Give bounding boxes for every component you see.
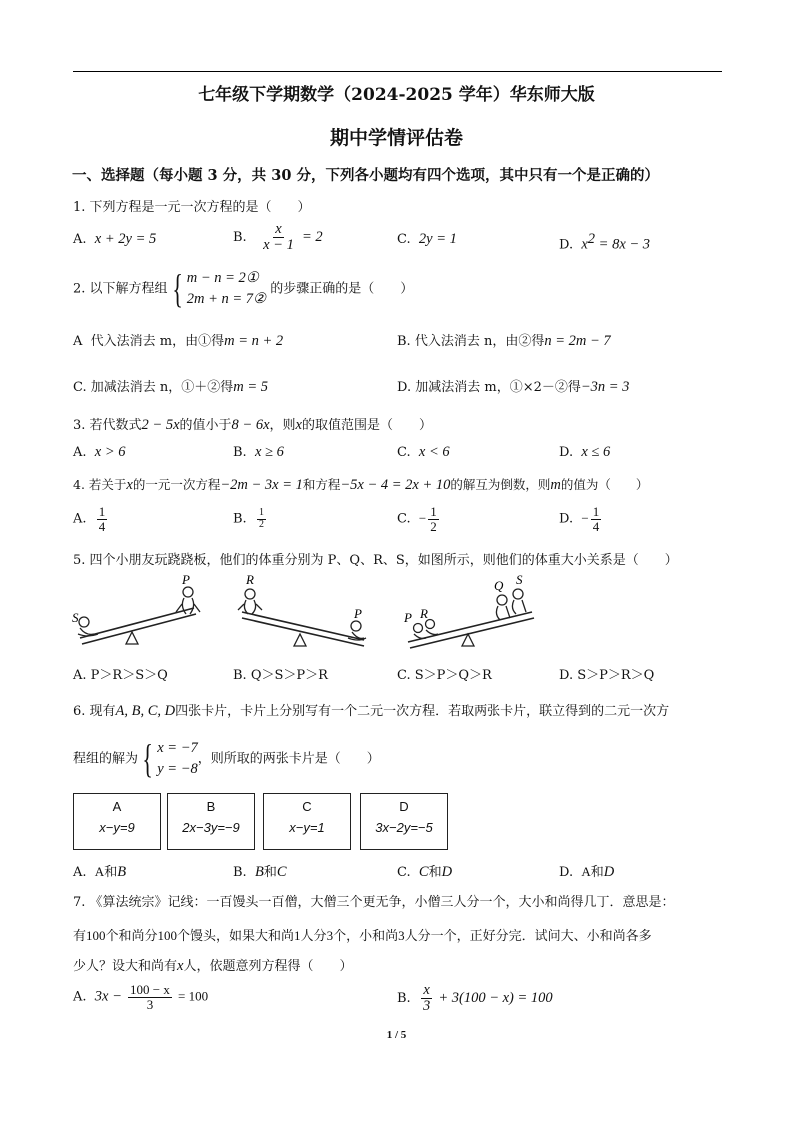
q5-option-b: B. Q＞S＞P＞R — [233, 668, 328, 683]
fig1-label-s: S — [72, 610, 79, 625]
card-c — [263, 793, 351, 850]
fig3-label-p: P — [404, 610, 412, 625]
card-c-title: C — [302, 799, 312, 814]
q2-option-c: C. 加减法消去 n，①＋②得m = 5 — [73, 379, 269, 395]
q3-option-a: A. x > 6 — [73, 444, 126, 460]
q7-line1: 7. 《算法统宗》记线：一百馒头一百僧，大僧三个更无争，小僧三人分一个，大小和尚得几丁．意思是： — [73, 895, 675, 910]
card-d — [360, 793, 448, 850]
q6-line1: 6. 现有A, B, C, D四张卡片，卡片上分别写有一个二元一次方程．若取两张卡片，联立得到的二元一次方 — [73, 703, 670, 719]
q6-option-d: D. A和D — [559, 864, 615, 880]
q4-option-a: A. $\frac{1}{4}$ — [73, 504, 106, 534]
q3-stem: 3. 若代数式2 − 5x的值小于8 − 6x，则x的取值范围是（ ） — [73, 417, 432, 433]
q7-line3: 少人？设大和尚有x人，依题意列方程得（ ） — [73, 958, 353, 974]
q1-option-b: B. $\frac{x}{x - 1}$ = 2 — [233, 221, 323, 254]
fig3-label-s: S — [516, 572, 523, 587]
card-b-title: B — [206, 799, 216, 814]
q6-option-c: C. C和D — [397, 864, 453, 880]
fig2-label-p: P — [354, 606, 362, 621]
page-subtitle: 期中学情评估卷 — [329, 127, 463, 149]
q4-option-d: D. − $\frac{1}{4}$ — [559, 504, 600, 534]
q2-stem: 2. 以下解方程组 { m − n = 2① 2m + n = 7② 的步骤正确的是（ ） — [73, 266, 414, 312]
q7-option-b: B. $\frac{x}{3}$ + 3(100 − x) = 100 — [397, 982, 553, 1015]
seesaw-figure-3 — [398, 572, 543, 652]
q7-option-a: A. 3x − $\frac{100 - x}{3}$ = 100 — [73, 982, 209, 1012]
fig1-label-p: P — [182, 572, 190, 587]
q4-option-c: C. − $\frac{1}{2}$ — [397, 504, 437, 534]
page-number: 1 / 5 — [386, 1029, 407, 1041]
q3-option-c: C. x < 6 — [397, 444, 450, 460]
q5-option-a: A. P＞R＞S＞Q — [73, 668, 168, 683]
q2-option-d: D. 加减法消去 m，①×2－②得−3n = 3 — [397, 379, 630, 395]
q5-option-c: C. S＞P＞Q＞R — [397, 668, 492, 683]
fig3-label-r: R — [420, 606, 428, 621]
q3-option-d: D. x ≤ 6 — [559, 444, 611, 460]
q6-option-b: B. B和C — [233, 864, 287, 880]
section-heading: 一、选择题（每小题 3 分，共 30 分，下列各小题均有四个选项，其中只有一个是正确的） — [72, 167, 659, 184]
card-b — [167, 793, 255, 850]
q5-option-d: D. S＞P＞R＞Q — [559, 668, 655, 683]
q1-option-d: D. $x^2 = 8x - 3$ — [559, 231, 651, 253]
header-rule — [73, 71, 722, 72]
card-c-equation: x−y=1 — [289, 820, 325, 835]
card-a — [73, 793, 161, 850]
q6-line2: 程组的解为 { x = −7 y = −8 ，则所取的两张卡片是（ ） — [73, 736, 380, 782]
seesaw-figure-2 — [234, 572, 374, 652]
card-a-equation: x−y=9 — [99, 820, 135, 835]
seesaw-figure-1 — [70, 572, 210, 652]
q1-stem: 1. 下列方程是一元一次方程的是（ ） — [73, 200, 311, 215]
fig3-label-q: Q — [494, 578, 504, 593]
q4-stem: 4. 若关于x的一元一次方程−2m − 3x = 1和方程−5x − 4 = 2x + 10的解互为倒数，则m的值为（ ） — [73, 477, 649, 493]
q5-stem: 5. 四个小朋友玩跷跷板，他们的体重分别为 P、Q、R、S，如图所示，则他们的体重大小关系是（ ） — [73, 553, 678, 568]
q2-option-b: B. 代入法消去 n，由②得n = 2m − 7 — [397, 333, 611, 349]
q4-option-b: B. $\frac{1}{2}$ — [233, 507, 264, 530]
q7-line2: 有100个和尚分100个馒头，如果大和尚1人分3个，小和尚3人分一个，正好分完．试问大、小和尚各多 — [73, 928, 652, 944]
q3-option-b: B. x ≥ 6 — [233, 444, 284, 460]
card-d-equation: 3x−2y=−5 — [375, 820, 433, 835]
page-title: 七年级下学期数学（2024-2025 学年）华东师大版 — [198, 85, 595, 105]
fig2-label-r: R — [246, 572, 254, 587]
q1-option-a: A. x + 2y = 5 — [73, 231, 157, 247]
card-d-title: D — [399, 799, 409, 814]
card-b-equation: 2x−3y=−9 — [182, 820, 240, 835]
q2-option-a: A 代入法消去 m，由①得m = n + 2 — [73, 333, 284, 349]
card-a-title: A — [112, 799, 122, 814]
q1-option-c: C. 2y = 1 — [397, 231, 457, 247]
q6-option-a: A. A和B — [73, 864, 127, 880]
